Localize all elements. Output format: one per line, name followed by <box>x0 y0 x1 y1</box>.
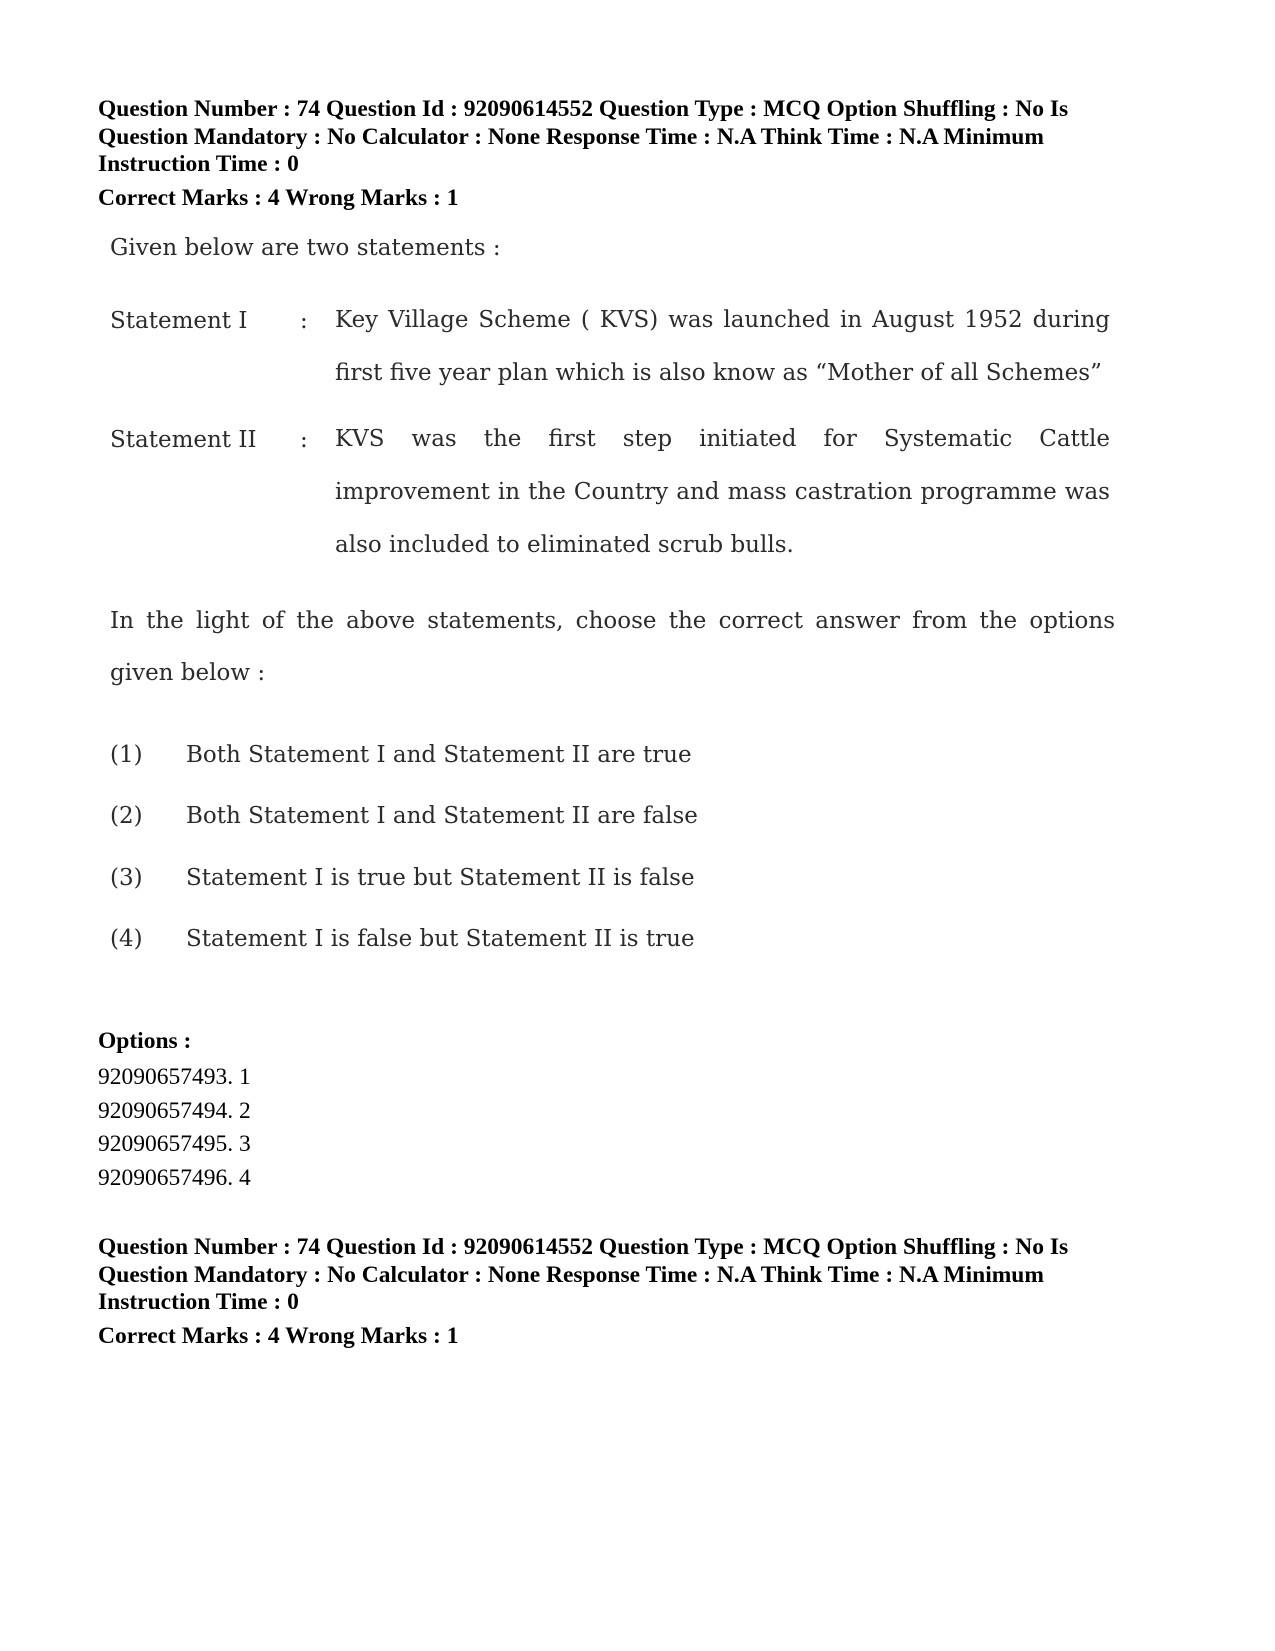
option-item: 92090657494. 2 <box>98 1097 251 1124</box>
choice-text: Statement I is false but Statement II is true <box>186 926 695 952</box>
statement-1-text: Key Village Scheme ( KVS) was launched in August 1952 during first five year plan which is also know as “Mother of all Schemes” <box>335 307 1110 386</box>
statement-1-label: Statement I <box>110 308 248 334</box>
marks-line: Correct Marks : 4 Wrong Marks : 1 <box>98 1322 459 1349</box>
question-lead: In the light of the above statements, choose the correct answer from the options given below : <box>110 608 1115 686</box>
option-item: 92090657493. 1 <box>98 1064 251 1090</box>
choice-text: Both Statement I and Statement II are false <box>186 803 698 829</box>
statement-2-label: Statement II <box>110 427 257 453</box>
statement-2-text: KVS was the first step initiated for Systematic Cattle improvement in the Country and mass castration programme was also included to eliminated scrub bulls. <box>335 426 1110 558</box>
options-list <box>98 1027 251 1195</box>
statement-colon: : <box>300 308 308 334</box>
meta-line: Question Number : 74 Question Id : 92090614552 Question Type : MCQ Option Shuffling : No Is <box>98 96 1069 122</box>
choice-text: Statement I is true but Statement II is false <box>186 865 695 891</box>
choice-number: (1) <box>110 742 143 768</box>
meta-line: Question Mandatory : No Calculator : None Response Time : N.A Think Time : N.A Minimum <box>98 1261 1044 1288</box>
marks-line: Correct Marks : 4 Wrong Marks : 1 <box>98 184 459 211</box>
choice-text: Both Statement I and Statement II are true <box>186 742 692 768</box>
choice-number: (3) <box>110 865 143 891</box>
meta-line: Question Mandatory : No Calculator : None Response Time : N.A Think Time : N.A Minimum <box>98 123 1044 150</box>
meta-line: Instruction Time : 0 <box>98 1289 299 1315</box>
choice-number: (2) <box>110 803 143 829</box>
question-meta-header <box>98 96 1178 212</box>
option-item: 92090657496. 4 <box>98 1164 251 1191</box>
option-item: 92090657495. 3 <box>98 1131 251 1157</box>
options-heading: Options : <box>98 1028 192 1054</box>
question-meta-header <box>98 1234 1178 1350</box>
question-intro: Given below are two statements : <box>110 235 501 261</box>
meta-line: Question Number : 74 Question Id : 92090614552 Question Type : MCQ Option Shuffling : No Is <box>98 1234 1069 1260</box>
choice-number: (4) <box>110 926 143 952</box>
meta-line: Instruction Time : 0 <box>98 151 299 177</box>
statement-colon: : <box>300 427 308 453</box>
